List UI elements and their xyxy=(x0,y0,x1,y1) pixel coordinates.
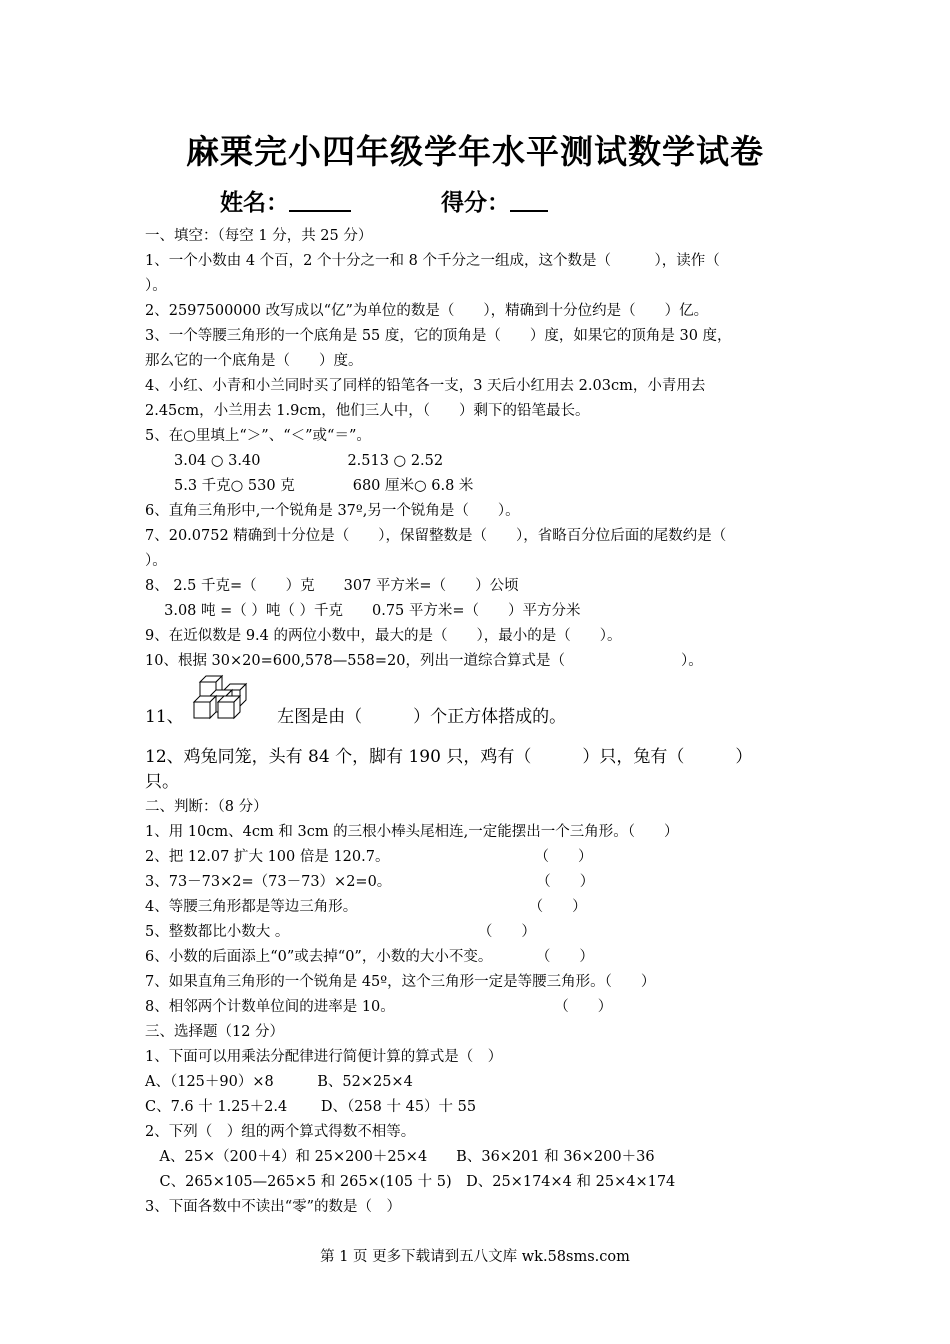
question-line: 8、相邻两个计数单位间的进率是 10。 （ ） xyxy=(145,999,613,1015)
question-line: 5.3 千克○ 530 克 680 厘米○ 6.8 米 xyxy=(145,478,474,494)
question-line: 5、在○里填上“＞”、“＜”或“＝”。 xyxy=(145,428,371,444)
question-line: 3、一个等腰三角形的一个底角是 55 度，它的顶角是（ ）度，如果它的顶角是 30 度， xyxy=(145,328,732,344)
score-label: 得分： xyxy=(441,190,511,216)
question-line: 2、2597500000 改写成以“亿”为单位的数是（ ），精确到十分位约是（ ）亿。 xyxy=(145,303,709,319)
question-line: 3.08 吨 =（ ）吨（ ）千克 0.75 平方米=（ ）平方分米 xyxy=(145,603,581,619)
question-line: 6、小数的后面添上“0”或去掉“0”，小数的大小不变。 （ ） xyxy=(145,949,594,965)
question-line: 3.04 ○ 3.40 2.513 ○ 2.52 xyxy=(145,453,444,469)
question-line: 1、用 10cm、4cm 和 3cm 的三根小棒头尾相连,一定能摆出一个三角形。（ ） xyxy=(145,824,679,840)
question-line: 7、20.0752 精确到十分位是（ ），保留整数是（ ），省略百分位后面的尾数约是（ xyxy=(145,528,727,544)
question-line: ）。 xyxy=(145,278,167,294)
question-line: ）。 xyxy=(145,553,167,569)
score-blank xyxy=(510,188,548,212)
question-line: 只。 xyxy=(145,772,179,792)
name-blank xyxy=(289,188,351,212)
question-line: 3、下面各数中不读出“零”的数是（ ） xyxy=(145,1199,402,1215)
question-line: 2、把 12.07 扩大 100 倍是 120.7。 （ ） xyxy=(145,849,593,865)
question-line: A、25×（200＋4）和 25×200＋25×4 B、36×201 和 36×200＋36 xyxy=(145,1149,655,1165)
question-line: 7、如果直角三角形的一个锐角是 45º，这个三角形一定是等腰三角形。（ ） xyxy=(145,974,656,990)
question-line: 12、鸡兔同笼，头有 84 个，脚有 190 只，鸡有（ ）只，兔有（ ） xyxy=(145,747,753,767)
question-line: 2、下列（ ）组的两个算式得数不相等。 xyxy=(145,1124,416,1140)
question-line: 1、一个小数由 4 个百，2 个十分之一和 8 个千分之一组成，这个数是（ ），读作（ xyxy=(145,253,720,269)
question-line: 9、在近似数是 9.4 的两位小数中，最大的是（ ），最小的是（ ）。 xyxy=(145,628,622,644)
question-line: 4、等腰三角形都是等边三角形。 （ ） xyxy=(145,899,587,915)
question-line: 1、下面可以用乘法分配律进行简便计算的算式是（ ） xyxy=(145,1049,503,1065)
question-line: 那么它的一个底角是（ ）度。 xyxy=(145,353,363,369)
question-line: 10、根据 30×20=600,578—558=20，列出一道综合算式是（ ）。 xyxy=(145,653,703,669)
question-line: 6、直角三角形中,一个锐角是 37º,另一个锐角是（ ）。 xyxy=(145,503,520,519)
page-title: 麻栗完小四年级学年水平测试数学试卷 xyxy=(186,132,764,171)
question-line: 2.45cm，小兰用去 1.9cm，他们三人中，（ ）剩下的铅笔最长。 xyxy=(145,403,590,419)
section-judge-heading: 二、判断：（8 分） xyxy=(145,799,268,815)
question-line: 4、小红、小青和小兰同时买了同样的铅笔各一支，3 天后小红用去 2.03cm，小青用去 xyxy=(145,378,706,394)
question-line: 5、整数都比小数大 。 （ ） xyxy=(145,924,536,940)
question-line: C、265×105—265×5 和 265×(105 十 5) D、25×174×4 和 25×4×174 xyxy=(145,1174,676,1190)
section-choice-heading: 三、选择题（12 分） xyxy=(145,1024,285,1040)
section-fill-heading: 一、填空：（每空 1 分，共 25 分） xyxy=(145,228,373,244)
name-score-row xyxy=(220,184,548,217)
question-line: C、7.6 十 1.25＋2.4 D、（258 十 45）十 55 xyxy=(145,1099,477,1115)
name-label: 姓名： xyxy=(220,190,289,216)
question-line: 8、 2.5 千克=（ ）克 307 平方米=（ ）公顷 xyxy=(145,578,519,594)
question-line: A、（125＋90）×8 B、52×25×4 xyxy=(145,1074,413,1090)
page-footer: 第 1 页 更多下载请到五八文库 wk.58sms.com xyxy=(320,1249,630,1265)
question-line: 3、73－73×2=（73－73）×2=0。 （ ） xyxy=(145,874,595,890)
question-line: 11、 左图是由（ ）个正方体搭成的。 xyxy=(145,707,567,727)
